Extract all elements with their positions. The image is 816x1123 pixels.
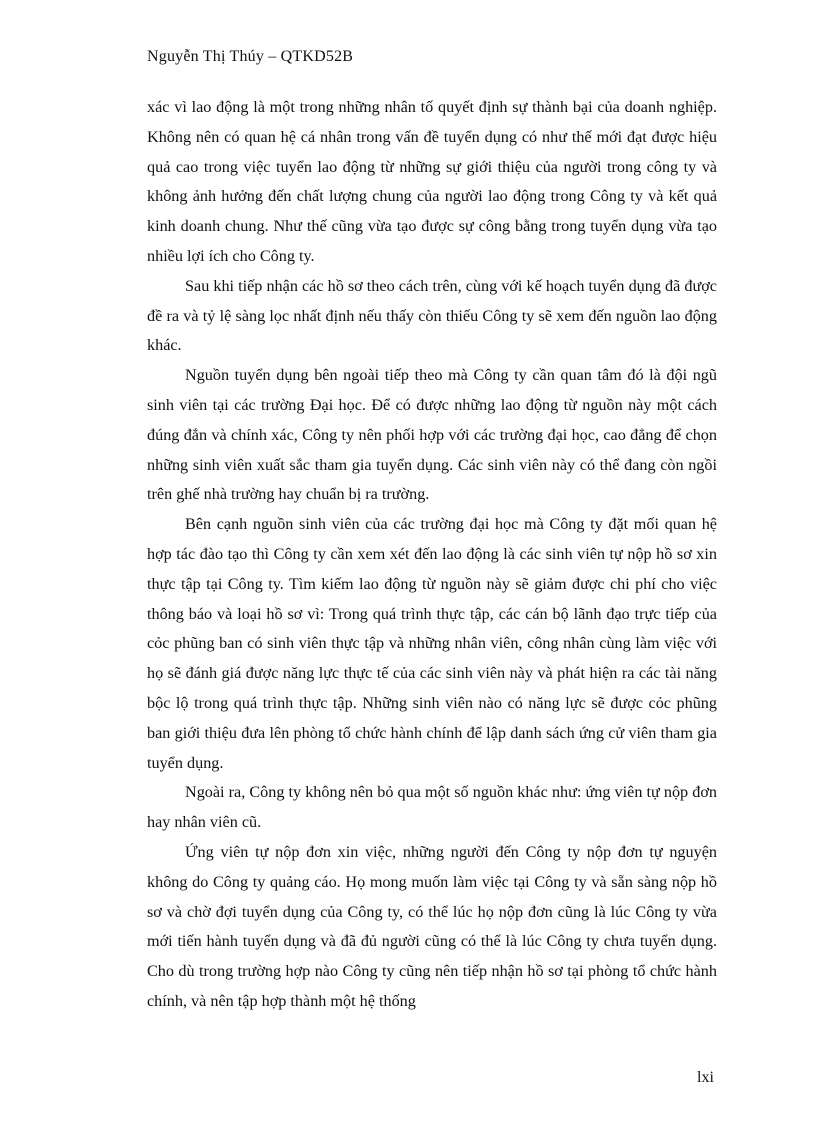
- running-header: Nguyễn Thị Thúy – QTKD52B: [147, 48, 354, 65]
- paragraph: Ứng viên tự nộp đơn xin việc, những người đến Công ty nộp đơn tự nguyện không do Công ty quảng cáo. Họ mong muốn làm việc tại Công ty và sẵn sàng nộp hồ sơ và chờ đợi tuyển dụng của Công ty, có thể lúc họ nộp đơn cũng là lúc Công ty vừa mới tiến hành tuyển dụng và đã đủ người cũng có thể là lúc Công ty chưa tuyển dụng. Cho dù trong trường hợp nào Công ty cũng nên tiếp nhận hồ sơ tại phòng tổ chức hành chính, và nên tập hợp thành một hệ thống: [147, 842, 717, 1010]
- paragraph: Sau khi tiếp nhận các hồ sơ theo cách trên, cùng với kế hoạch tuyển dụng đã được đề ra và tỷ lệ sàng lọc nhất định nếu thấy còn thiếu Công ty sẽ xem đến nguồn lao động khác.: [147, 276, 717, 355]
- paragraph: Ngoài ra, Công ty không nên bỏ qua một số nguồn khác như: ứng viên tự nộp đơn hay nhân viên cũ.: [147, 783, 717, 832]
- paragraph-continuation: xác vì lao động là một trong những nhân tố quyết định sự thành bại của doanh nghiệp. Không nên có quan hệ cá nhân trong vấn đề tuyển dụng có như thế mới đạt được hiệu quả cao trong việc tuyển lao động từ những sự giới thiệu của người trong công ty và không ảnh hưởng đến chất lượng chung của người lao động trong Công ty và kết quả kinh doanh chung. Như thế cũng vừa tạo được sự công bằng trong tuyển dụng vừa tạo nhiều lợi ích cho Công ty.: [147, 98, 717, 265]
- page-number: lxi: [697, 1069, 714, 1086]
- body-text: [147, 93, 717, 1017]
- paragraph: Bên cạnh nguồn sinh viên của các trường đại học mà Công ty đặt mối quan hệ hợp tác đào tạo thì Công ty cần xem xét đến lao động là các sinh viên tự nộp hồ sơ xin thực tập tại Công ty. Tìm kiếm lao động từ nguồn này sẽ giảm được chi phí cho việc thông báo và loại hồ sơ vì: Trong quá trình thực tập, các cán bộ lãnh đạo trực tiếp của cỏc phũng ban có sinh viên thực tập và những nhân viên, công nhân cùng làm việc với họ sẽ đánh giá được năng lực thực tế của các sinh viên này và phát hiện ra các tài năng bộc lộ trong quá trình thực tập. Những sinh viên nào có năng lực sẽ được cỏc phũng ban giới thiệu đưa lên phòng tổ chức hành chính để lập danh sách ứng cử viên tham gia tuyển dụng.: [147, 515, 717, 772]
- paragraph: Nguồn tuyển dụng bên ngoài tiếp theo mà Công ty cần quan tâm đó là đội ngũ sinh viên tại các trường Đại học. Để có được những lao động từ nguồn này một cách đúng đắn và chính xác, Công ty nên phối hợp với các trường đại học, cao đẳng để chọn những sinh viên xuất sắc tham gia tuyển dụng. Các sinh viên này có thể đang còn ngồi trên ghế nhà trường hay chuẩn bị ra trường.: [147, 366, 717, 504]
